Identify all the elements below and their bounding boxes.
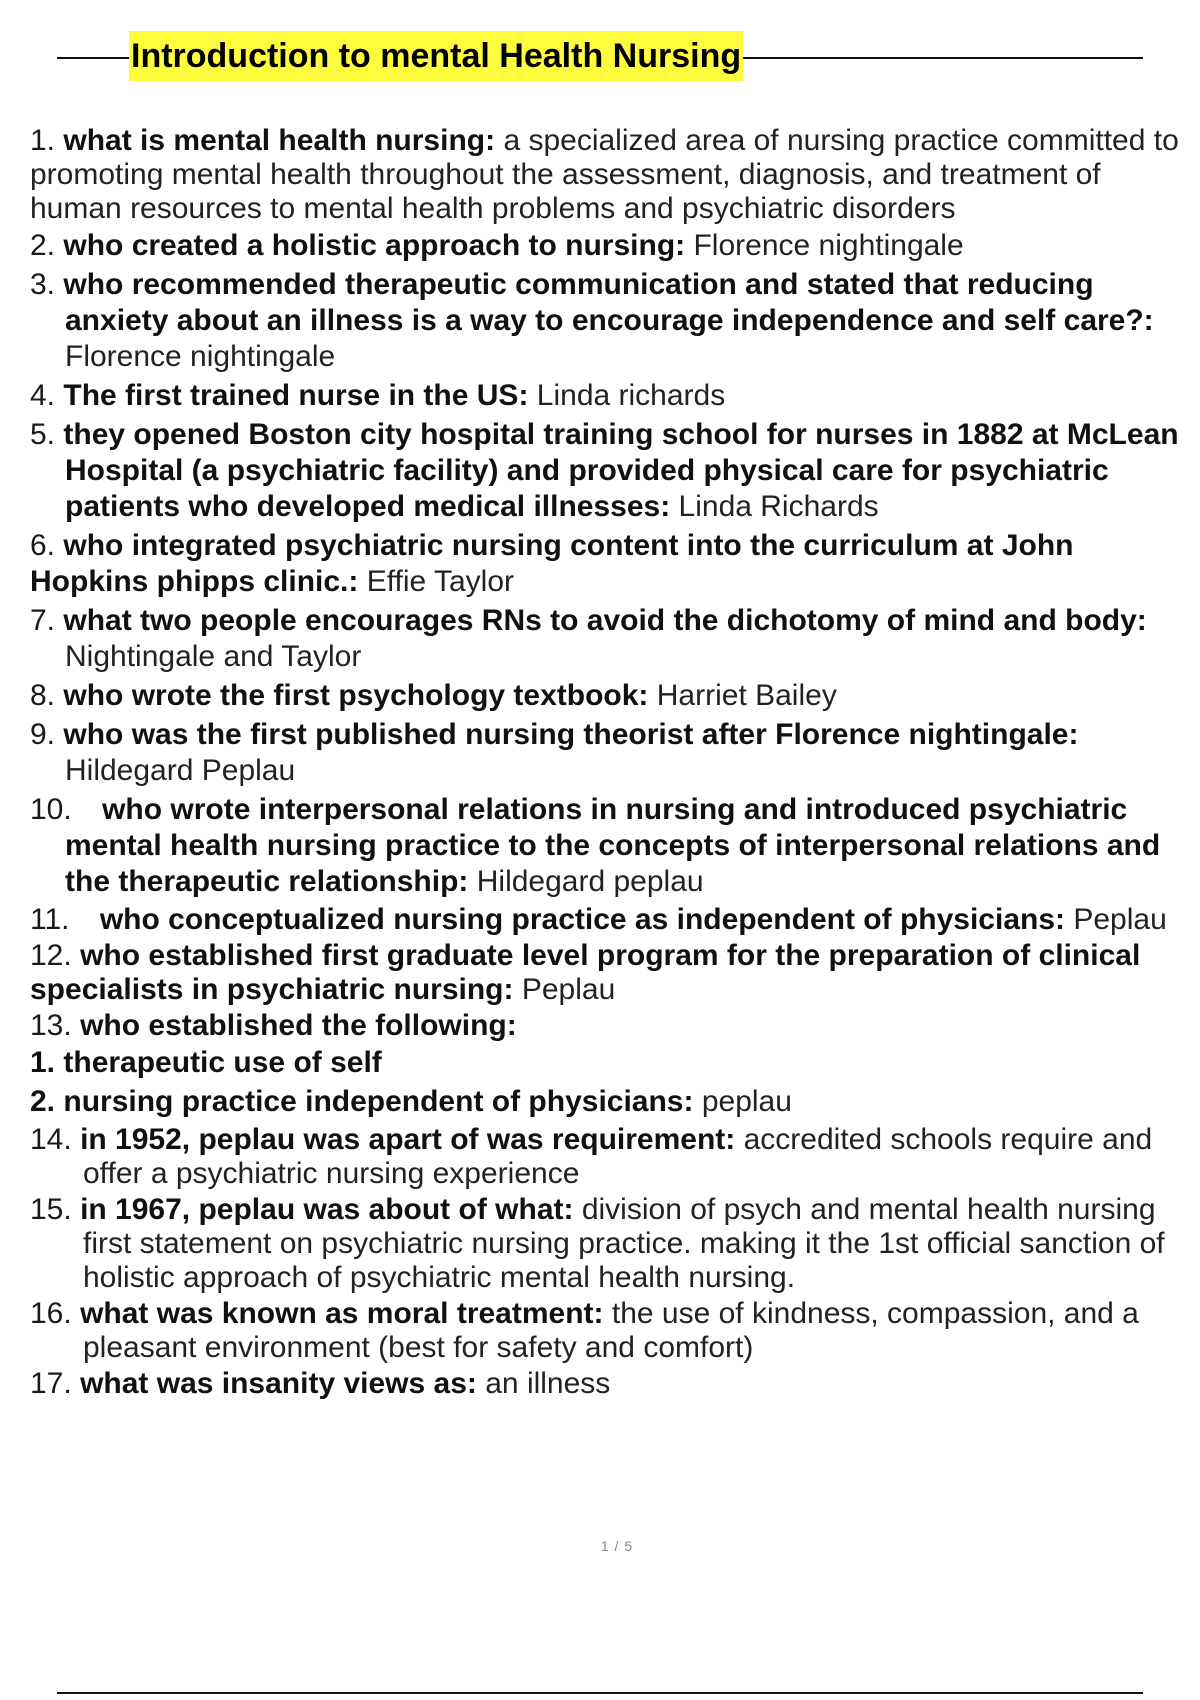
item-question: who created a holistic approach to nursing:	[63, 229, 686, 262]
item-number: 12.	[30, 939, 72, 972]
sub-list-item	[30, 1045, 1190, 1081]
item-question: in 1952, peplau was apart of was requirement:	[80, 1123, 736, 1156]
list-item	[30, 378, 1190, 414]
item-number: 17.	[30, 1367, 72, 1400]
footer-rule	[57, 1692, 1143, 1694]
item-answer: Florence nightingale	[65, 340, 336, 373]
list-item	[30, 528, 1190, 600]
item-answer: Florence nightingale	[693, 229, 964, 262]
item-number: 14.	[30, 1123, 72, 1156]
item-answer: Effie Taylor	[366, 565, 515, 598]
item-question: The first trained nurse in the US:	[63, 379, 529, 412]
list-item	[30, 717, 1190, 789]
item-question: who established the following:	[80, 1009, 517, 1042]
item-question: who established first graduate level program for the preparation of clinical specialists in psychiatric nursing:	[30, 939, 1141, 1006]
item-number: 13.	[30, 1009, 72, 1042]
item-number: 8.	[30, 679, 56, 712]
item-answer: division of psych and mental health nursing first statement on psychiatric nursing practice. making it the 1st official sanction of holistic approach of psychiatric mental health nursing.	[83, 1193, 1165, 1294]
item-answer: an illness	[485, 1367, 611, 1400]
list-item	[30, 792, 1190, 900]
item-question: who was the first published nursing theorist after Florence nightingale:	[63, 718, 1079, 751]
item-number: 16.	[30, 1297, 72, 1330]
item-question: what two people encourages RNs to avoid the dichotomy of mind and body:	[63, 604, 1147, 637]
item-question: what is mental health nursing:	[63, 124, 496, 157]
item-answer: Linda richards	[536, 379, 726, 412]
item-number: 6.	[30, 529, 56, 562]
sub-item-number: 1.	[30, 1046, 56, 1079]
list-item	[30, 417, 1190, 525]
list-item	[30, 603, 1190, 675]
item-question: who recommended therapeutic communication and stated that reducing anxiety about an illness is a way to encourage independence and self care?:	[63, 268, 1154, 337]
item-answer: Hildegard Peplau	[65, 754, 296, 787]
item-answer: a specialized area of nursing practice committed to promoting mental health throughout the assessment, diagnosis, and treatment of human resources to mental health problems and psychiatric disorders	[30, 124, 1179, 225]
item-question: what was insanity views as:	[80, 1367, 477, 1400]
item-number: 1.	[30, 124, 56, 157]
item-question: who conceptualized nursing practice as independent of physicians:	[99, 903, 1065, 936]
list-item	[30, 1193, 1190, 1295]
item-number: 9.	[30, 718, 56, 751]
list-item	[30, 267, 1190, 375]
list-item	[30, 903, 1190, 937]
sub-item-number: 2.	[30, 1085, 56, 1118]
item-question: who wrote the first psychology textbook:	[63, 679, 649, 712]
item-number: 10.	[30, 793, 72, 826]
item-question: they opened Boston city hospital training school for nurses in 1882 at McLean Hospital (a psychiatric facility) and provided physical care for psychiatric patients who developed medical illnesses:	[63, 418, 1179, 523]
item-number: 11.	[30, 903, 70, 936]
list-item	[30, 1297, 1190, 1365]
title-row	[57, 28, 1143, 86]
qa-list	[30, 124, 1190, 1401]
page-indicator: 1 / 5	[600, 1538, 634, 1554]
list-item	[30, 939, 1190, 1007]
item-question: what was known as moral treatment:	[80, 1297, 604, 1330]
list-item	[30, 678, 1190, 714]
item-number: 4.	[30, 379, 56, 412]
item-answer: Hildegard peplau	[476, 865, 704, 898]
list-item	[30, 124, 1190, 226]
item-question: in 1967, peplau was about of what:	[80, 1193, 574, 1226]
sub-item-question: therapeutic use of self	[63, 1046, 382, 1079]
document-title: Introduction to mental Health Nursing	[129, 31, 743, 81]
item-question: who wrote interpersonal relations in nursing and introduced psychiatric mental health nursing practice to the concepts of interpersonal relations and the therapeutic relationship:	[65, 793, 1161, 898]
item-number: 2.	[30, 229, 56, 262]
item-number: 7.	[30, 604, 56, 637]
sub-item-answer: peplau	[701, 1085, 792, 1118]
item-number: 15.	[30, 1193, 72, 1226]
list-item	[30, 1009, 1190, 1043]
sub-list-item	[30, 1084, 1190, 1120]
item-answer: the use of kindness, compassion, and a pleasant environment (best for safety and comfort)	[83, 1297, 1139, 1364]
list-item	[30, 228, 1190, 264]
item-answer: Peplau	[521, 973, 616, 1006]
item-answer: Linda Richards	[678, 490, 879, 523]
item-number: 3.	[30, 268, 56, 301]
list-item	[30, 1367, 1190, 1401]
item-question: who integrated psychiatric nursing content into the curriculum at John Hopkins phipps clinic.:	[30, 529, 1074, 598]
item-number: 5.	[30, 418, 56, 451]
list-item	[30, 1123, 1190, 1191]
item-answer: Nightingale and Taylor	[65, 640, 362, 673]
item-answer: accredited schools require and offer a psychiatric nursing experience	[83, 1123, 1153, 1190]
item-answer: Harriet Bailey	[656, 679, 837, 712]
sub-item-question: nursing practice independent of physicians:	[63, 1085, 694, 1118]
item-answer: Peplau	[1073, 903, 1167, 936]
